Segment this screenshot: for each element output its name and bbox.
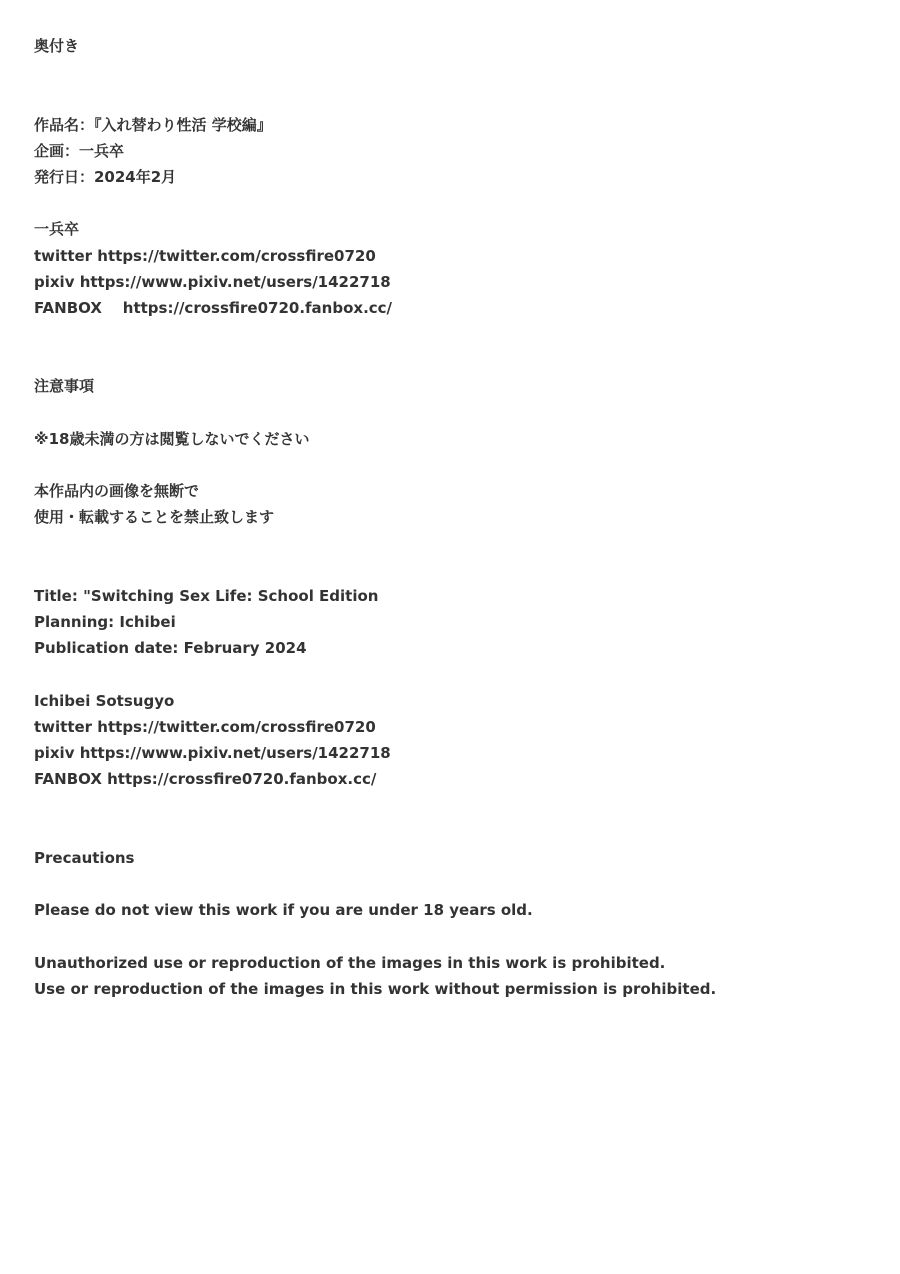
jp-publication-date: 発行日：2024年2月 bbox=[34, 167, 177, 186]
spacer bbox=[34, 190, 874, 216]
colophon-heading: 奥付き bbox=[34, 37, 80, 55]
jp-planning: 企画：一兵卒 bbox=[34, 141, 125, 160]
jp-copyright-line-2: 使用・転載することを禁止致します bbox=[34, 508, 275, 527]
en-copyright-line-1: Unauthorized use or reproduction of the images in this work is prohibited. bbox=[34, 953, 666, 972]
jp-title: 作品名：『入れ替わり性活 学校編』 bbox=[34, 115, 272, 134]
en-planning: Planning: Ichibei bbox=[34, 613, 176, 632]
spacer bbox=[34, 923, 874, 949]
jp-notes-heading: 注意事項 bbox=[34, 377, 95, 396]
jp-age-notice: ※18歳未満の方は閲覧しないでください bbox=[34, 429, 310, 448]
en-publication-date: Publication date: February 2024 bbox=[34, 639, 307, 658]
en-age-notice: Please do not view this work if you are under 18 years old. bbox=[34, 901, 533, 920]
en-title: Title: "Switching Sex Life: School Edition bbox=[34, 586, 379, 605]
en-author: Ichibei Sotsugyo bbox=[34, 691, 175, 710]
jp-pixiv-link: pixiv https://www.pixiv.net/users/1422718 bbox=[34, 272, 391, 291]
jp-author: 一兵卒 bbox=[34, 220, 80, 239]
spacer bbox=[34, 531, 874, 583]
spacer bbox=[34, 400, 874, 426]
en-copyright-line-2: Use or reproduction of the images in this work without permission is prohibited. bbox=[34, 979, 717, 998]
en-twitter-link: twitter https://twitter.com/crossfire0720 bbox=[34, 717, 376, 736]
colophon-page bbox=[34, 33, 874, 1002]
spacer bbox=[34, 452, 874, 478]
jp-twitter-link: twitter https://twitter.com/crossfire0720 bbox=[34, 246, 376, 265]
en-fanbox-link: FANBOX https://crossfire0720.fanbox.cc/ bbox=[34, 770, 377, 789]
spacer bbox=[34, 662, 874, 688]
en-pixiv-link: pixiv https://www.pixiv.net/users/1422718 bbox=[34, 744, 391, 763]
spacer bbox=[34, 871, 874, 897]
spacer bbox=[34, 321, 874, 373]
jp-copyright-line-1: 本作品内の画像を無断で bbox=[34, 482, 200, 501]
jp-fanbox-link: FANBOX https://crossfire0720.fanbox.cc/ bbox=[34, 298, 393, 317]
en-notes-heading: Precautions bbox=[34, 848, 135, 867]
spacer bbox=[34, 59, 874, 111]
spacer bbox=[34, 792, 874, 844]
